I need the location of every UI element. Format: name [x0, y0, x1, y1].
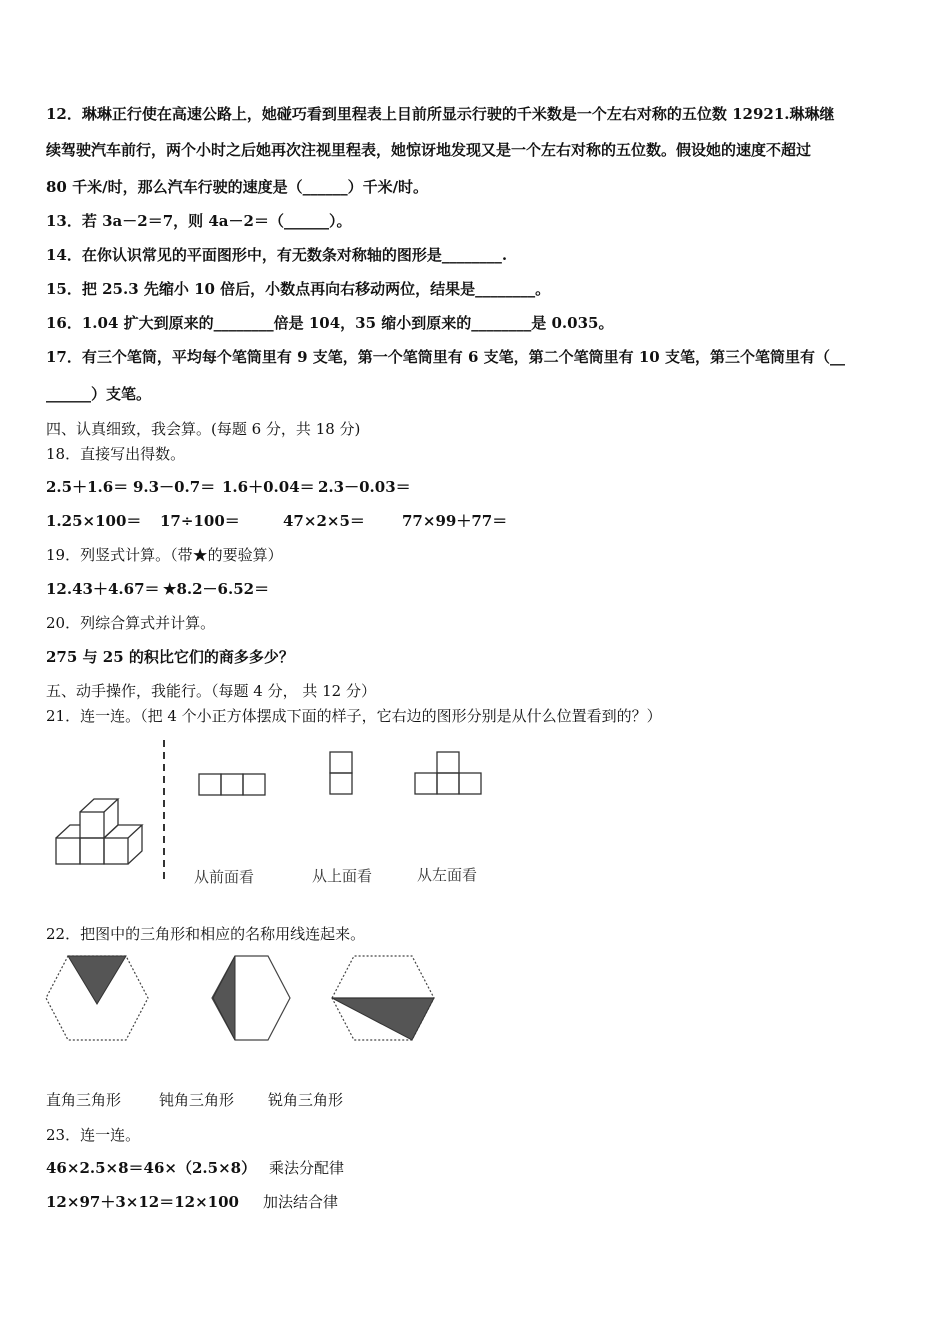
q18-expr-2-2: 17÷100＝ — [160, 512, 240, 530]
q12-line-3: 80 千米/时，那么汽车行驶的速度是（______）千米/时。 — [46, 178, 429, 196]
left-view-drawing — [415, 752, 481, 794]
top-view-caption: 从上面看 — [312, 867, 373, 885]
q17-line-2: ______）支笔。 — [46, 385, 152, 403]
q18-expr-2-3: 47×2×5＝ — [283, 512, 365, 530]
q22-name-2: 钝角三角形 — [159, 1091, 235, 1109]
q23-law-2: 加法结合律 — [263, 1193, 339, 1211]
hexagon-2-drawing — [212, 956, 290, 1040]
q16-text: 16．1.04 扩大到原来的________倍是 104，35 缩小到原来的________是 0.035。 — [46, 314, 614, 332]
q23-expr-1: 46×2.5×8＝46×（2.5×8） — [46, 1159, 257, 1177]
q23-expr-2: 12×97＋3×12＝12×100 — [46, 1193, 239, 1211]
q17-line-1: 17．有三个笔筒，平均每个笔筒里有 9 支笔，第一个笔筒里有 6 支笔，第二个笔筒里有 10 支笔，第三个笔筒里有（__ — [46, 348, 845, 366]
q22-title: 22．把图中的三角形和相应的名称用线连起来。 — [46, 925, 366, 943]
q13-text: 13．若 3a－2＝7，则 4a－2＝（______）。 — [46, 212, 352, 230]
section-4-heading: 四、认真细致，我会算。(每题 6 分，共 18 分) — [46, 420, 361, 438]
q18-expr-1-1: 2.5＋1.6＝ — [46, 478, 129, 496]
q22-name-3: 锐角三角形 — [268, 1091, 344, 1109]
section-5-heading: 五、动手操作，我能行。（每题 4 分， 共 12 分） — [46, 682, 376, 700]
q23-law-1: 乘法分配律 — [269, 1159, 345, 1177]
hexagon-3-drawing — [332, 956, 434, 1040]
q22-name-1: 直角三角形 — [46, 1091, 122, 1109]
q19-item-1: 12.43＋4.67＝ — [46, 580, 160, 598]
q12-line-1: 12．琳琳正行使在高速公路上，她碰巧看到里程表上目前所显示行驶的千米数是一个左右对称的五位数 12921.琳琳继 — [46, 105, 835, 123]
q21-title: 21．连一连。（把 4 个小正方体摆成下面的样子，它右边的图形分别是从什么位置看到的？） — [46, 707, 662, 725]
cube-stack-drawing — [56, 799, 142, 864]
top-view-drawing — [330, 752, 352, 794]
front-view-caption: 从前面看 — [194, 868, 255, 886]
q18-expr-1-4: 2.3－0.03＝ — [318, 478, 411, 496]
q23-title: 23．连一连。 — [46, 1126, 141, 1144]
q22-figure — [44, 952, 444, 1047]
front-view-drawing — [199, 774, 265, 795]
q20-text: 275 与 25 的积比它们的商多多少？ — [46, 648, 294, 666]
q18-expr-2-4: 77×99＋77＝ — [402, 512, 508, 530]
q20-title: 20．列综合算式并计算。 — [46, 614, 216, 632]
q19-item-2: ★8.2－6.52＝ — [163, 580, 270, 598]
q18-expr-1-3: 1.6＋0.04＝ — [222, 478, 315, 496]
q18-expr-2-1: 1.25×100＝ — [46, 512, 142, 530]
q18-expr-1-2: 9.3－0.7＝ — [133, 478, 216, 496]
q12-line-2: 续驾驶汽车前行，两个小时之后她再次注视里程表，她惊讶地发现又是一个左右对称的五位数。假设她的速度不超过 — [46, 141, 812, 159]
q19-title: 19．列竖式计算。（带★的要验算） — [46, 546, 283, 564]
left-view-caption: 从左面看 — [417, 866, 478, 884]
q14-text: 14．在你认识常见的平面图形中，有无数条对称轴的图形是________. — [46, 246, 508, 264]
q15-text: 15．把 25.3 先缩小 10 倍后，小数点再向右移动两位，结果是________。 — [46, 280, 551, 298]
q18-title: 18．直接写出得数。 — [46, 445, 186, 463]
hexagon-1-drawing — [46, 956, 148, 1040]
